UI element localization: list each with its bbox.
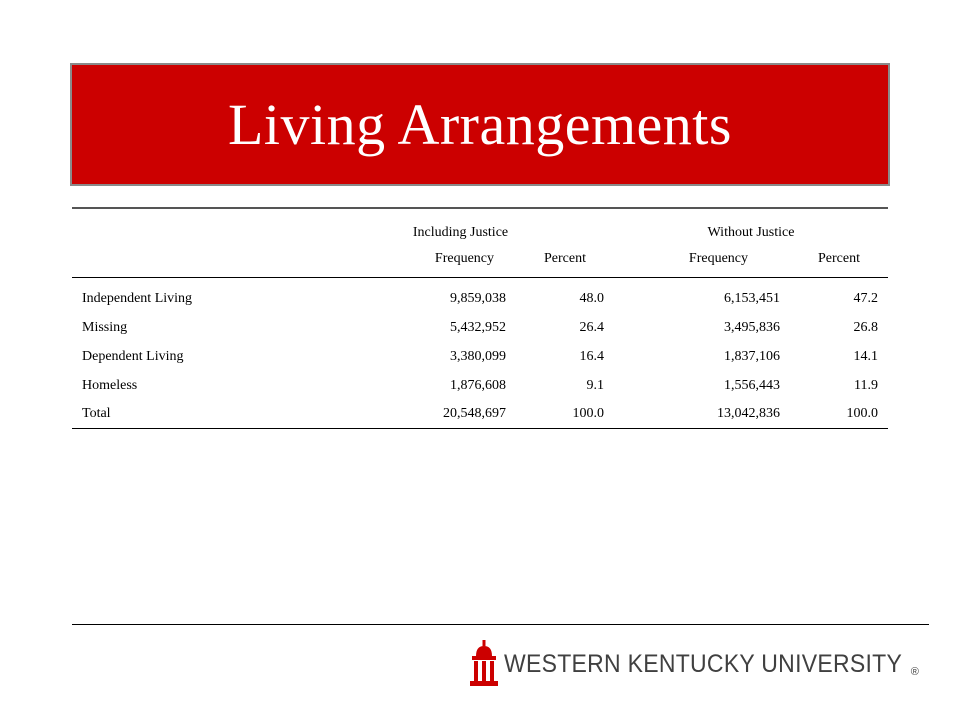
cell-including-frequency: 20,548,697 (307, 400, 516, 429)
table-row (72, 278, 888, 314)
cell-including-percent: 26.4 (579, 319, 604, 335)
cell-including-frequency: 9,859,038 (450, 290, 506, 306)
cell-without-percent: 100.0 (790, 400, 888, 429)
cell-including-frequency: 5,432,952 (450, 319, 506, 335)
cell-including-percent: 16.4 (579, 348, 604, 364)
row-label: Dependent Living (82, 348, 184, 364)
cell-without-frequency: 6,153,451 (724, 290, 780, 306)
table-row (72, 371, 888, 400)
group-header-without: Without Justice (614, 208, 888, 251)
living-arrangements-table (72, 207, 888, 429)
cell-including-percent: 48.0 (579, 290, 604, 306)
col-header-frequency: Frequency (307, 251, 516, 278)
cupola-icon (470, 640, 498, 688)
sub-header-row (72, 251, 888, 278)
table-row-total (72, 400, 888, 429)
table-row (72, 342, 888, 371)
row-label: Missing (82, 319, 128, 335)
cell-including-frequency: 1,876,608 (450, 377, 506, 393)
cell-without-frequency: 3,495,836 (724, 319, 780, 335)
row-label: Independent Living (82, 290, 193, 306)
cell-without-percent: 11.9 (854, 377, 878, 393)
slide-title: Living Arrangements (227, 92, 732, 157)
col-header-frequency: Frequency (614, 251, 790, 278)
header-blank (72, 208, 307, 251)
cell-without-frequency: 1,837,106 (724, 348, 780, 364)
cell-including-percent: 100.0 (516, 400, 614, 429)
wku-logo (470, 640, 919, 688)
cell-without-percent: 47.2 (853, 290, 878, 306)
title-banner (70, 63, 890, 186)
col-header-percent: Percent (516, 251, 614, 278)
sub-header-blank (72, 251, 307, 278)
cell-without-frequency: 13,042,836 (614, 400, 790, 429)
registered-mark: ® (910, 666, 919, 678)
logo-wordmark: WESTERN KENTUCKY UNIVERSITY (504, 649, 903, 678)
cell-including-percent: 9.1 (586, 377, 604, 393)
row-label: Homeless (82, 377, 138, 393)
cell-without-percent: 26.8 (853, 319, 878, 335)
group-header-including: Including Justice (307, 208, 614, 251)
col-header-percent: Percent (790, 251, 888, 278)
cell-without-percent: 14.1 (853, 348, 878, 364)
group-header-row (72, 208, 888, 251)
cell-without-frequency: 1,556,443 (724, 377, 780, 393)
row-label: Total (72, 400, 307, 429)
table-row (72, 313, 888, 342)
footer-divider (72, 624, 929, 625)
cell-including-frequency: 3,380,099 (450, 348, 506, 364)
